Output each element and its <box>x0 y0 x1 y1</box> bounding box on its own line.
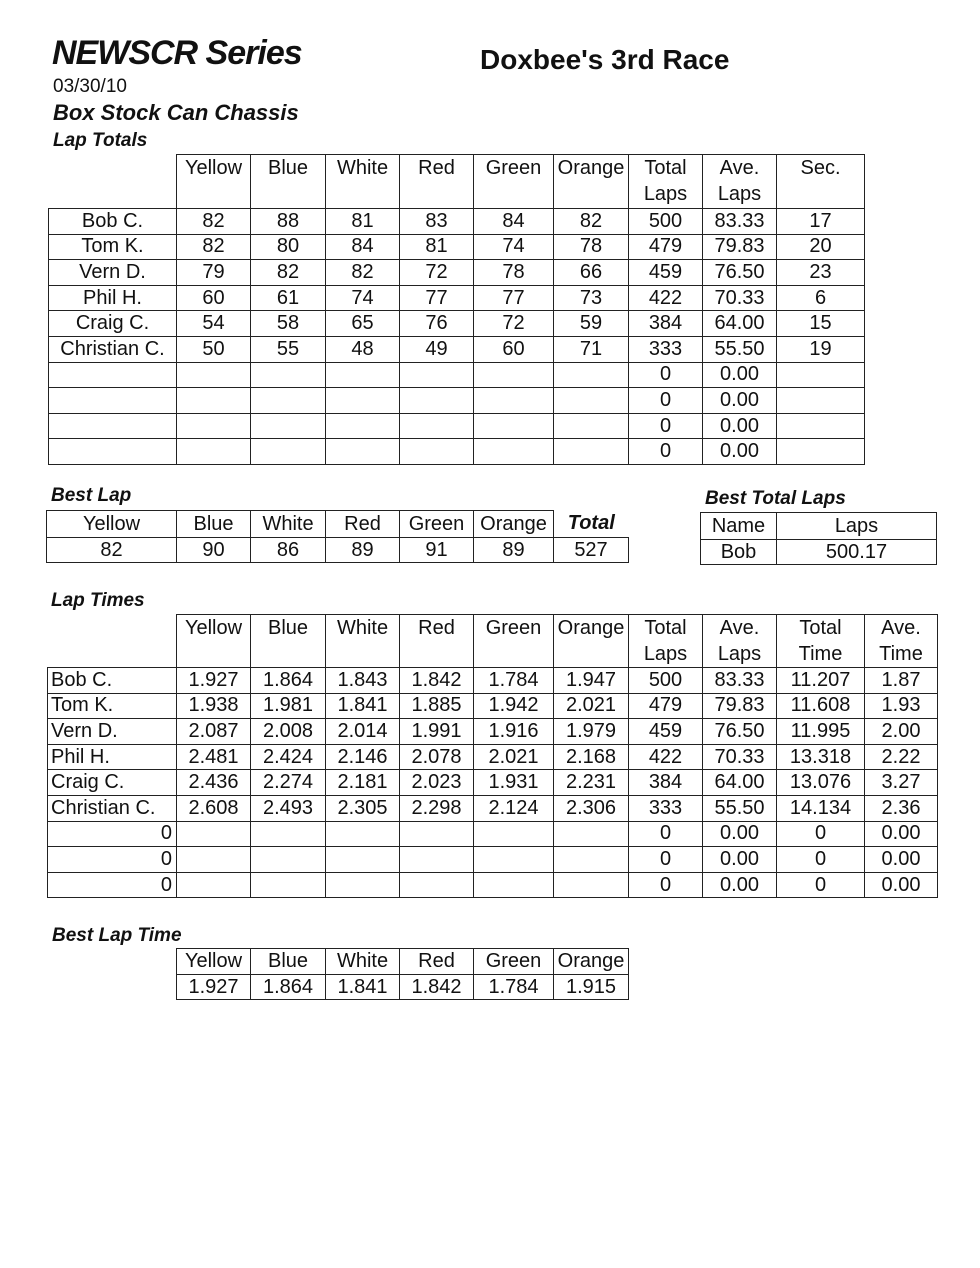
table-cell <box>251 439 326 465</box>
table-cell: 6 <box>777 285 865 311</box>
header-row <box>49 155 865 209</box>
driver-name: 0 <box>48 847 177 873</box>
table-cell: 0.00 <box>703 847 777 873</box>
table-cell: 1.843 <box>326 668 400 694</box>
driver-name: Tom K. <box>49 234 177 260</box>
table-row <box>49 285 865 311</box>
table-cell: 17 <box>777 209 865 235</box>
table-cell: 82 <box>326 260 400 286</box>
table-cell <box>400 388 474 414</box>
column-header: Green <box>474 949 554 975</box>
table-cell: 0.00 <box>703 821 777 847</box>
table-cell: 479 <box>629 693 703 719</box>
column-header: Red <box>400 949 474 975</box>
table-cell <box>177 821 251 847</box>
driver-name: Christian C. <box>48 795 177 821</box>
table-cell: 88 <box>251 209 326 235</box>
column-header: Blue <box>251 949 326 975</box>
table-cell: 2.608 <box>177 795 251 821</box>
driver-name: Craig C. <box>48 770 177 796</box>
table-cell: 78 <box>554 234 629 260</box>
column-header: Yellow <box>47 511 177 538</box>
table-row <box>48 744 938 770</box>
column-header: Red <box>326 511 400 538</box>
table-cell: 1.931 <box>474 770 554 796</box>
table-cell: 74 <box>474 234 554 260</box>
table-cell: 2.36 <box>865 795 938 821</box>
header-row <box>701 513 937 540</box>
table-cell: 0 <box>777 872 865 898</box>
table-cell: 82 <box>554 209 629 235</box>
series-title: NEWSCR Series <box>52 34 302 72</box>
table-cell <box>400 362 474 388</box>
column-header: White <box>326 155 400 209</box>
table-cell: 1.927 <box>177 975 251 1000</box>
table-cell <box>251 821 326 847</box>
column-header: Orange <box>554 949 629 975</box>
table-cell: 76 <box>400 311 474 337</box>
table-row <box>49 209 865 235</box>
table-cell: 58 <box>251 311 326 337</box>
table-cell: 2.231 <box>554 770 629 796</box>
table-cell: 61 <box>251 285 326 311</box>
column-header: Green <box>474 155 554 209</box>
column-header: Sec. <box>777 155 865 209</box>
table-cell: 1.842 <box>400 668 474 694</box>
column-header: Total Laps <box>629 615 703 668</box>
table-cell <box>400 413 474 439</box>
best-total-laps-table <box>700 512 937 565</box>
driver-name: Phil H. <box>49 285 177 311</box>
table-cell: 1.981 <box>251 693 326 719</box>
table-cell: 0 <box>629 872 703 898</box>
lap-totals-table <box>48 154 865 465</box>
table-cell <box>474 413 554 439</box>
table-cell: 82 <box>177 234 251 260</box>
driver-name: Christian C. <box>49 336 177 362</box>
column-header: White <box>251 511 326 538</box>
table-cell: 20 <box>777 234 865 260</box>
table-cell <box>777 362 865 388</box>
table-cell: 14.134 <box>777 795 865 821</box>
race-title: Doxbee's 3rd Race <box>480 44 730 75</box>
table-row <box>49 362 865 388</box>
table-cell: 2.00 <box>865 719 938 745</box>
driver-name <box>49 388 177 414</box>
table-cell: 71 <box>554 336 629 362</box>
table-cell <box>777 413 865 439</box>
table-cell: 11.207 <box>777 668 865 694</box>
table-cell: 1.885 <box>400 693 474 719</box>
table-cell: 500 <box>629 209 703 235</box>
table-cell: 60 <box>177 285 251 311</box>
table-cell: 479 <box>629 234 703 260</box>
table-cell <box>177 872 251 898</box>
table-cell: 79.83 <box>703 234 777 260</box>
table-cell: 0 <box>629 362 703 388</box>
table-cell: 0.00 <box>703 362 777 388</box>
table-cell: 1.842 <box>400 975 474 1000</box>
table-cell <box>777 388 865 414</box>
table-cell: 0 <box>629 413 703 439</box>
header-row <box>48 615 938 668</box>
table-cell: 527 <box>554 538 629 563</box>
table-cell <box>474 388 554 414</box>
best-lap-time-label: Best Lap Time <box>52 925 182 946</box>
table-cell: 89 <box>474 538 554 563</box>
table-cell: 83.33 <box>703 209 777 235</box>
table-cell: 2.424 <box>251 744 326 770</box>
table-cell: 0 <box>629 821 703 847</box>
table-cell <box>777 439 865 465</box>
table-cell <box>177 413 251 439</box>
driver-name: Tom K. <box>48 693 177 719</box>
table-cell: 64.00 <box>703 311 777 337</box>
table-cell: 82 <box>251 260 326 286</box>
column-header: Total <box>567 512 615 535</box>
column-header: Yellow <box>177 615 251 668</box>
driver-name <box>49 362 177 388</box>
table-cell <box>177 847 251 873</box>
table-cell <box>251 847 326 873</box>
table-cell: 422 <box>629 285 703 311</box>
table-cell <box>554 388 629 414</box>
table-cell: 1.991 <box>400 719 474 745</box>
table-cell <box>554 821 629 847</box>
table-cell: 1.93 <box>865 693 938 719</box>
best-lap-table <box>46 510 629 563</box>
table-cell: 15 <box>777 311 865 337</box>
table-cell: 1.784 <box>474 668 554 694</box>
table-row <box>48 847 938 873</box>
best-total-laps-label: Best Total Laps <box>705 488 846 509</box>
table-cell: 55 <box>251 336 326 362</box>
table-cell: 79.83 <box>703 693 777 719</box>
table-cell: 2.298 <box>400 795 474 821</box>
table-cell: 2.481 <box>177 744 251 770</box>
table-cell <box>251 872 326 898</box>
table-row <box>48 693 938 719</box>
table-cell: 0.00 <box>703 388 777 414</box>
table-row <box>49 260 865 286</box>
table-cell: 84 <box>474 209 554 235</box>
table-cell: 84 <box>326 234 400 260</box>
table-cell: 83.33 <box>703 668 777 694</box>
table-cell: 333 <box>629 336 703 362</box>
table-cell: 1.927 <box>177 668 251 694</box>
table-row <box>48 770 938 796</box>
table-cell: 2.181 <box>326 770 400 796</box>
table-cell <box>554 413 629 439</box>
column-header: Blue <box>251 615 326 668</box>
table-cell: 79 <box>177 260 251 286</box>
table-cell: 76.50 <box>703 719 777 745</box>
table-row <box>48 821 938 847</box>
best-lap-label: Best Lap <box>51 485 132 506</box>
table-cell: 80 <box>251 234 326 260</box>
table-cell <box>326 362 400 388</box>
table-row <box>48 872 938 898</box>
table-cell: 60 <box>474 336 554 362</box>
table-cell <box>474 362 554 388</box>
table-cell <box>251 362 326 388</box>
table-cell: 422 <box>629 744 703 770</box>
table-cell: 55.50 <box>703 336 777 362</box>
table-cell <box>554 439 629 465</box>
table-cell: 2.436 <box>177 770 251 796</box>
table-cell: 2.023 <box>400 770 474 796</box>
table-cell: 0 <box>777 847 865 873</box>
table-cell <box>326 388 400 414</box>
table-cell: 81 <box>326 209 400 235</box>
table-cell: 2.087 <box>177 719 251 745</box>
table-row <box>48 668 938 694</box>
column-header: White <box>326 615 400 668</box>
table-cell: 0.00 <box>865 872 938 898</box>
table-cell: 86 <box>251 538 326 563</box>
table-cell: 70.33 <box>703 744 777 770</box>
best-lap-time-table <box>176 948 629 1000</box>
driver-name: 0 <box>48 872 177 898</box>
table-cell: Bob <box>701 540 777 565</box>
table-cell: 500.17 <box>777 540 937 565</box>
table-cell: 333 <box>629 795 703 821</box>
table-cell: 1.864 <box>251 975 326 1000</box>
table-cell: 50 <box>177 336 251 362</box>
column-header: Blue <box>251 155 326 209</box>
corner-cell <box>49 155 177 209</box>
header-row <box>177 949 629 975</box>
table-cell: 81 <box>400 234 474 260</box>
table-row <box>48 719 938 745</box>
table-cell <box>326 439 400 465</box>
table-cell: 2.021 <box>474 744 554 770</box>
table-cell <box>400 821 474 847</box>
table-cell: 48 <box>326 336 400 362</box>
table-cell <box>326 872 400 898</box>
table-cell: 64.00 <box>703 770 777 796</box>
table-cell: 0.00 <box>703 872 777 898</box>
table-cell <box>177 362 251 388</box>
table-cell: 73 <box>554 285 629 311</box>
column-header: Total Laps <box>629 155 703 209</box>
table-cell: 2.493 <box>251 795 326 821</box>
lap-times-label: Lap Times <box>51 590 145 611</box>
corner-cell <box>48 615 177 668</box>
table-cell: 66 <box>554 260 629 286</box>
table-cell: 0 <box>629 388 703 414</box>
table-cell <box>400 439 474 465</box>
table-row <box>49 336 865 362</box>
column-header: Ave. Time <box>865 615 938 668</box>
driver-name: Vern D. <box>48 719 177 745</box>
table-cell: 19 <box>777 336 865 362</box>
table-cell <box>474 847 554 873</box>
table-cell: 0.00 <box>865 821 938 847</box>
table-cell: 82 <box>177 209 251 235</box>
table-cell: 91 <box>400 538 474 563</box>
table-cell: 13.318 <box>777 744 865 770</box>
table-cell: 89 <box>326 538 400 563</box>
table-cell: 1.841 <box>326 975 400 1000</box>
driver-name: Vern D. <box>49 260 177 286</box>
column-header: Green <box>474 615 554 668</box>
table-cell <box>554 872 629 898</box>
table-row <box>177 975 629 1000</box>
column-header: Laps <box>777 513 937 540</box>
table-cell: 77 <box>474 285 554 311</box>
column-header: Orange <box>554 615 629 668</box>
table-cell: 1.942 <box>474 693 554 719</box>
table-cell: 0.00 <box>865 847 938 873</box>
table-cell <box>474 439 554 465</box>
table-cell: 2.146 <box>326 744 400 770</box>
driver-name: Bob C. <box>48 668 177 694</box>
table-cell: 1.938 <box>177 693 251 719</box>
table-cell: 0 <box>777 821 865 847</box>
class-title: Box Stock Can Chassis <box>53 100 299 125</box>
table-cell <box>400 872 474 898</box>
table-cell: 1.864 <box>251 668 326 694</box>
column-header: Name <box>701 513 777 540</box>
table-row <box>47 538 629 563</box>
table-row <box>49 234 865 260</box>
driver-name <box>49 439 177 465</box>
table-cell: 55.50 <box>703 795 777 821</box>
table-cell: 459 <box>629 260 703 286</box>
table-cell: 11.995 <box>777 719 865 745</box>
table-cell <box>251 388 326 414</box>
table-cell <box>326 847 400 873</box>
table-cell: 2.078 <box>400 744 474 770</box>
table-cell: 49 <box>400 336 474 362</box>
table-cell: 13.076 <box>777 770 865 796</box>
table-cell <box>474 821 554 847</box>
table-cell: 384 <box>629 770 703 796</box>
table-cell: 76.50 <box>703 260 777 286</box>
table-cell: 0 <box>629 439 703 465</box>
table-cell: 3.27 <box>865 770 938 796</box>
table-cell: 2.168 <box>554 744 629 770</box>
table-cell <box>554 847 629 873</box>
table-cell: 2.124 <box>474 795 554 821</box>
table-cell <box>326 821 400 847</box>
table-cell: 74 <box>326 285 400 311</box>
table-cell: 77 <box>400 285 474 311</box>
table-row <box>49 413 865 439</box>
column-header: Green <box>400 511 474 538</box>
table-cell: 1.947 <box>554 668 629 694</box>
table-cell: 83 <box>400 209 474 235</box>
table-row <box>48 795 938 821</box>
table-cell: 0 <box>629 847 703 873</box>
table-cell: 2.305 <box>326 795 400 821</box>
table-cell <box>251 413 326 439</box>
table-cell: 1.841 <box>326 693 400 719</box>
table-cell: 1.915 <box>554 975 629 1000</box>
table-cell <box>177 388 251 414</box>
table-cell: 500 <box>629 668 703 694</box>
table-cell: 0.00 <box>703 439 777 465</box>
table-cell: 11.608 <box>777 693 865 719</box>
driver-name: 0 <box>48 821 177 847</box>
table-row <box>49 388 865 414</box>
table-cell: 2.306 <box>554 795 629 821</box>
lap-totals-label: Lap Totals <box>53 130 148 151</box>
column-header: Orange <box>474 511 554 538</box>
table-cell: 70.33 <box>703 285 777 311</box>
driver-name: Bob C. <box>49 209 177 235</box>
table-cell <box>400 847 474 873</box>
table-cell: 2.014 <box>326 719 400 745</box>
driver-name: Phil H. <box>48 744 177 770</box>
table-cell <box>177 439 251 465</box>
column-header: Yellow <box>177 155 251 209</box>
driver-name: Craig C. <box>49 311 177 337</box>
column-header: Red <box>400 615 474 668</box>
column-header: Yellow <box>177 949 251 975</box>
table-cell: 2.008 <box>251 719 326 745</box>
table-cell: 1.87 <box>865 668 938 694</box>
table-cell: 2.274 <box>251 770 326 796</box>
table-row <box>701 540 937 565</box>
table-row <box>49 311 865 337</box>
table-cell: 59 <box>554 311 629 337</box>
table-cell <box>326 413 400 439</box>
column-header: Ave. Laps <box>703 155 777 209</box>
column-header: Ave. Laps <box>703 615 777 668</box>
driver-name <box>49 413 177 439</box>
table-cell: 2.22 <box>865 744 938 770</box>
table-cell: 1.979 <box>554 719 629 745</box>
header-row <box>47 511 629 538</box>
column-header: Orange <box>554 155 629 209</box>
table-cell: 23 <box>777 260 865 286</box>
race-date: 03/30/10 <box>53 76 127 97</box>
table-cell: 0.00 <box>703 413 777 439</box>
table-cell: 2.021 <box>554 693 629 719</box>
table-cell: 1.916 <box>474 719 554 745</box>
table-cell: 72 <box>474 311 554 337</box>
table-row <box>49 439 865 465</box>
table-cell: 65 <box>326 311 400 337</box>
table-cell <box>554 362 629 388</box>
table-cell <box>474 872 554 898</box>
column-header: Red <box>400 155 474 209</box>
table-cell: 82 <box>47 538 177 563</box>
table-cell: 72 <box>400 260 474 286</box>
table-cell: 459 <box>629 719 703 745</box>
column-header: Total Time <box>777 615 865 668</box>
lap-times-table <box>47 614 938 898</box>
table-cell: 90 <box>177 538 251 563</box>
table-cell: 54 <box>177 311 251 337</box>
table-cell: 384 <box>629 311 703 337</box>
column-header: White <box>326 949 400 975</box>
column-header: Blue <box>177 511 251 538</box>
table-cell: 78 <box>474 260 554 286</box>
table-cell: 1.784 <box>474 975 554 1000</box>
